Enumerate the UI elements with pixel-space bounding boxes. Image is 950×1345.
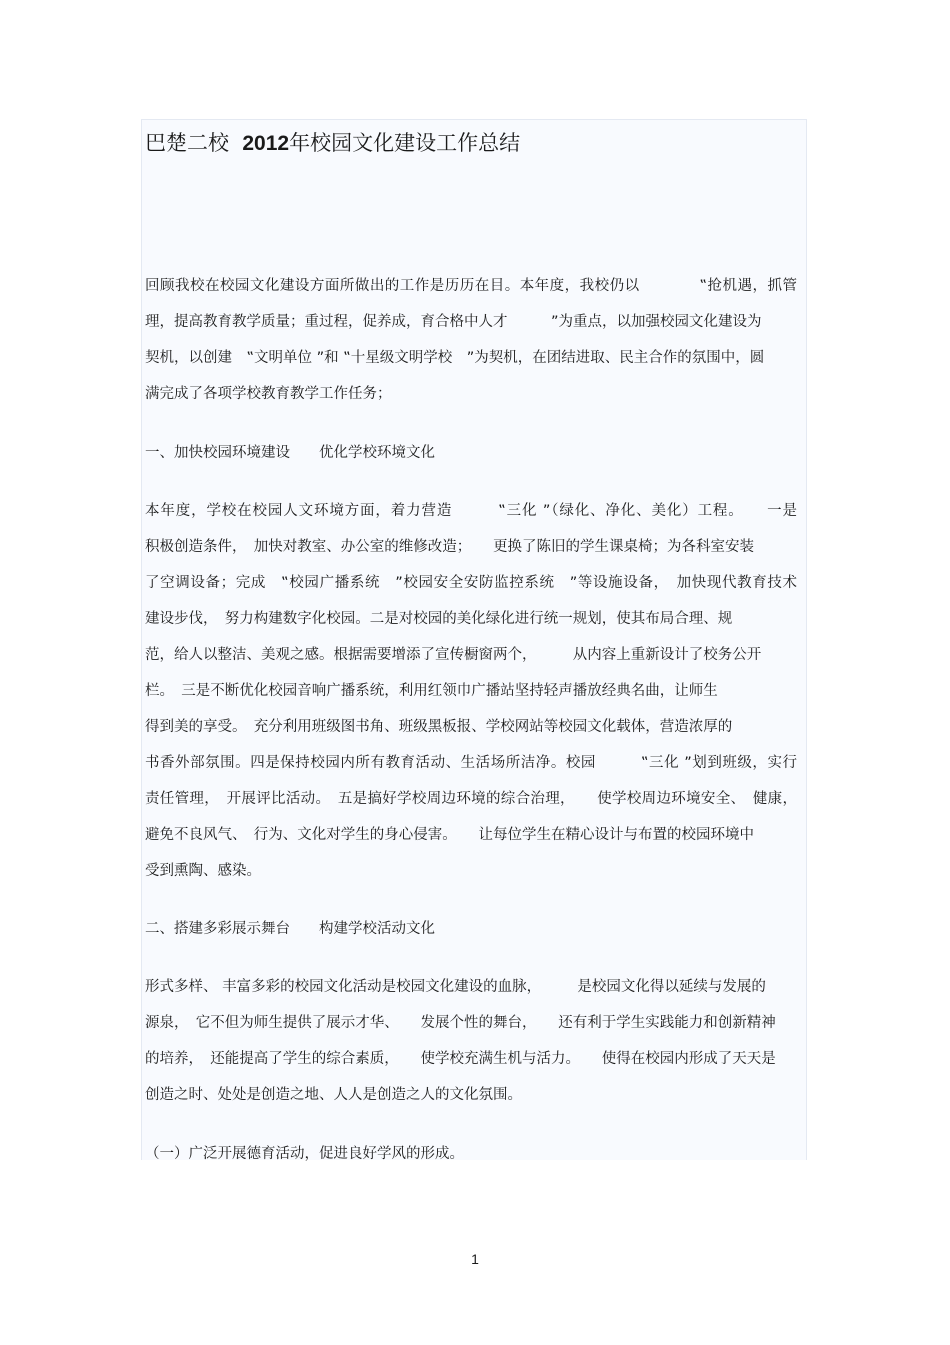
- paragraph-line: 契机，以创建 ‟文明单位 ”和 ‟十星级文明学校 ”为契机，在团结进取、民主合作的氛围中，圆: [145, 350, 765, 366]
- paragraph-line: 回顾我校在校园文化建设方面所做出的工作是历历在目。本年度，我校仍以 ‟抢机遇，抓管: [145, 278, 797, 294]
- title-prefix: 巴楚二校: [145, 131, 229, 155]
- paragraph-line: 书香外部氛围。四是保持校园内所有教育活动、生活场所洁净。校园 ‟三化 ”划到班级，实行: [145, 755, 797, 771]
- section-heading: 一、加快校园环境建设 优化学校环境文化: [145, 445, 435, 461]
- paragraph-line: 创造之时、处处是创造之地、人人是创造之人的文化氛围。: [145, 1087, 522, 1103]
- paragraph-line: 积极创造条件， 加快对教室、办公室的维修改造； 更换了陈旧的学生课桌椅；为各科室安装: [145, 539, 754, 555]
- paragraph-line: 形式多样、 丰富多彩的校园文化活动是校园文化建设的血脉， 是校园文化得以延续与发展的: [145, 979, 766, 995]
- paragraph-line: 本年度，学校在校园人文环境方面，着力营造 ‟三化 ”（绿化、净化、美化）工程。 一是: [145, 503, 797, 519]
- paragraph-line: 满完成了各项学校教育教学工作任务；: [145, 386, 392, 402]
- paragraph-line: 得到美的享受。 充分利用班级图书角、班级黑板报、学校网站等校园文化载体，营造浓厚的: [145, 719, 733, 735]
- paragraph-line: 建设步伐， 努力构建数字化校园。二是对校园的美化绿化进行统一规划，使其布局合理、规: [145, 611, 733, 627]
- paragraph-line: 避免不良风气、 行为、文化对学生的身心侵害。 让每位学生在精心设计与布置的校园环境中: [145, 827, 754, 843]
- page-number: 1: [471, 1251, 479, 1267]
- document-title: [145, 128, 520, 159]
- paragraph-line: 栏。 三是不断优化校园音响广播系统，利用红领巾广播站坚持轻声播放经典名曲，让师生: [145, 683, 718, 699]
- paragraph-line: 的培养， 还能提高了学生的综合素质， 使学校充满生机与活力。 使得在校园内形成了天天是: [145, 1051, 776, 1067]
- paragraph-line: 了空调设备；完成 ‟校园广播系统 ”校园安全安防监控系统 ”等设施设备， 加快现代教育技术: [145, 575, 797, 591]
- paragraph-line: 责任管理， 开展评比活动。 五是搞好学校周边环境的综合治理， 使学校周边环境安全、 健康，: [145, 791, 797, 807]
- paragraph-line: 受到熏陶、感染。: [145, 863, 261, 879]
- paragraph-line: 源泉， 它不但为师生提供了展示才华、 发展个性的舞台， 还有利于学生实践能力和创新精神: [145, 1015, 776, 1031]
- paragraph-line: 理，提高教育教学质量；重过程，促养成，育合格中人才 ”为重点，以加强校园文化建设为: [145, 314, 762, 330]
- section-heading: 二、搭建多彩展示舞台 构建学校活动文化: [145, 921, 435, 937]
- paragraph-line: 范，给人以整洁、美观之感。根据需要增添了宣传橱窗两个， 从内容上重新设计了校务公开: [145, 647, 762, 663]
- title-suffix: 年校园文化建设工作总结: [289, 131, 521, 155]
- title-year: 2012: [242, 132, 290, 155]
- subsection-heading: （一）广泛开展德育活动，促进良好学风的形成。: [145, 1146, 464, 1162]
